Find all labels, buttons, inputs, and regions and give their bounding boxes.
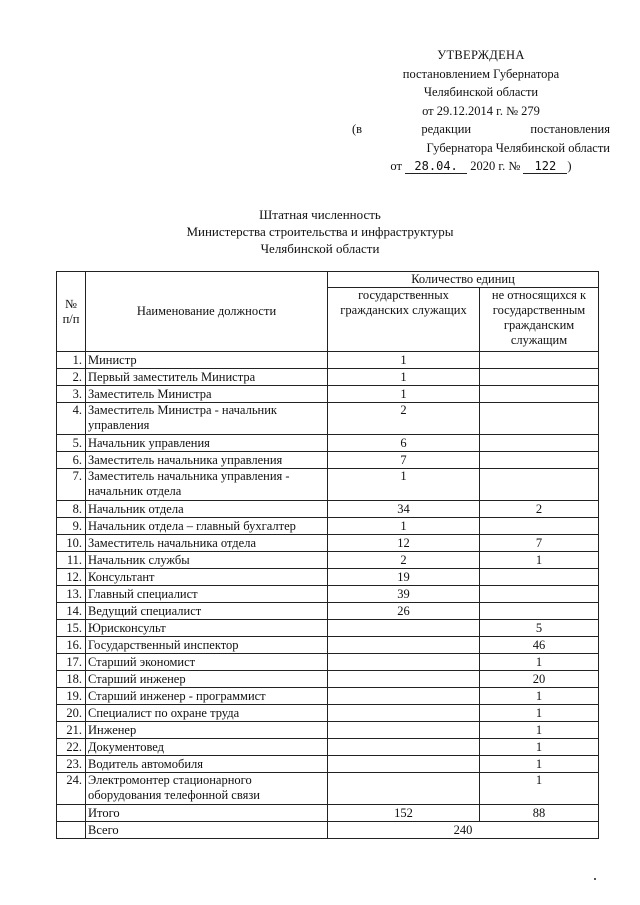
- table-row: [57, 535, 599, 552]
- row-position: Водитель автомобиля: [86, 756, 328, 773]
- row-position: Начальник службы: [86, 552, 328, 569]
- table-row: [57, 705, 599, 722]
- title-line-2: Министерства строительства и инфраструктуры: [186, 224, 454, 239]
- row-noncivil-count: 1: [480, 705, 599, 722]
- row-noncivil-count: [480, 435, 599, 452]
- edit-date-handwritten: 28.04.: [405, 159, 467, 174]
- approval-line-3: от 29.12.2014 г. № 279: [422, 103, 540, 118]
- row-position: Документовед: [86, 739, 328, 756]
- subtotal-row: [57, 805, 599, 822]
- approval-line-1: постановлением Губернатора: [402, 66, 560, 81]
- row-civil-count: 1: [328, 352, 480, 369]
- total-label: Всего: [86, 822, 328, 839]
- edit-from-label: от: [390, 159, 402, 173]
- title-line-1: Штатная численность: [259, 207, 381, 222]
- row-noncivil-count: [480, 386, 599, 403]
- row-number: 7.: [57, 469, 86, 501]
- row-position: Старший инженер: [86, 671, 328, 688]
- row-number: 13.: [57, 586, 86, 603]
- table-row: [57, 739, 599, 756]
- row-position: Старший инженер - программист: [86, 688, 328, 705]
- row-civil-count: 19: [328, 569, 480, 586]
- approval-line-4: (в редакции постановления: [352, 122, 610, 136]
- row-civil-count: 2: [328, 552, 480, 569]
- header-num: № п/п: [57, 272, 86, 352]
- row-number: 24.: [57, 773, 86, 805]
- row-noncivil-count: [480, 586, 599, 603]
- row-position: Электромонтер стационарного оборудования телефонной связи: [86, 773, 328, 805]
- row-noncivil-count: 5: [480, 620, 599, 637]
- edit-number-handwritten: 122: [523, 159, 567, 174]
- row-noncivil-count: 1: [480, 688, 599, 705]
- row-number: 15.: [57, 620, 86, 637]
- row-number: 3.: [57, 386, 86, 403]
- row-position: Министр: [86, 352, 328, 369]
- row-position: Заместитель начальника отдела: [86, 535, 328, 552]
- header-name: Наименование должности: [86, 272, 328, 352]
- row-position: Начальник отдела: [86, 501, 328, 518]
- row-civil-count: [328, 756, 480, 773]
- table-row: [57, 756, 599, 773]
- row-civil-count: 1: [328, 469, 480, 501]
- table-row: [57, 671, 599, 688]
- row-number: 1.: [57, 352, 86, 369]
- row-position: Начальник отдела – главный бухгалтер: [86, 518, 328, 535]
- table-row: [57, 369, 599, 386]
- header-units: Количество единиц: [328, 272, 599, 288]
- row-number: 17.: [57, 654, 86, 671]
- row-noncivil-count: 1: [480, 654, 599, 671]
- row-position: Начальник управления: [86, 435, 328, 452]
- row-civil-count: [328, 620, 480, 637]
- row-civil-count: 2: [328, 403, 480, 435]
- title-line-3: Челябинской области: [260, 241, 380, 256]
- scan-speck: [594, 878, 596, 880]
- approval-block: [352, 46, 610, 176]
- row-number: 4.: [57, 403, 86, 435]
- total-num: [57, 822, 86, 839]
- row-noncivil-count: 1: [480, 756, 599, 773]
- row-civil-count: 7: [328, 452, 480, 469]
- row-noncivil-count: 1: [480, 722, 599, 739]
- table-body: [57, 352, 599, 839]
- row-number: 5.: [57, 435, 86, 452]
- approval-line-2: Челябинской области: [423, 85, 539, 99]
- document-title: [0, 206, 640, 257]
- edit-close-paren: ): [567, 159, 572, 173]
- table-row: [57, 501, 599, 518]
- row-noncivil-count: 7: [480, 535, 599, 552]
- table-row: [57, 773, 599, 805]
- row-number: 22.: [57, 739, 86, 756]
- row-civil-count: [328, 654, 480, 671]
- edit-year-label: 2020 г. №: [470, 159, 521, 173]
- row-position: Заместитель Министра - начальник управления: [86, 403, 328, 435]
- row-civil-count: 1: [328, 369, 480, 386]
- row-position: Заместитель начальника управления - начальник отдела: [86, 469, 328, 501]
- row-noncivil-count: 20: [480, 671, 599, 688]
- table-row: [57, 688, 599, 705]
- row-position: Старший экономист: [86, 654, 328, 671]
- table-row: [57, 386, 599, 403]
- row-civil-count: [328, 773, 480, 805]
- row-civil-count: 34: [328, 501, 480, 518]
- row-civil-count: [328, 671, 480, 688]
- row-number: 20.: [57, 705, 86, 722]
- approved-heading: УТВЕРЖДЕНА: [437, 48, 525, 62]
- row-position: Специалист по охране труда: [86, 705, 328, 722]
- row-noncivil-count: [480, 469, 599, 501]
- row-noncivil-count: [480, 403, 599, 435]
- table-row: [57, 452, 599, 469]
- row-civil-count: [328, 705, 480, 722]
- row-noncivil-count: 46: [480, 637, 599, 654]
- table-row: [57, 586, 599, 603]
- header-civil: государственных гражданских служащих: [328, 288, 480, 352]
- subtotal-noncivil: 88: [480, 805, 599, 822]
- row-number: 2.: [57, 369, 86, 386]
- table-row: [57, 469, 599, 501]
- row-number: 21.: [57, 722, 86, 739]
- row-number: 9.: [57, 518, 86, 535]
- total-row: [57, 822, 599, 839]
- row-noncivil-count: [480, 352, 599, 369]
- row-civil-count: 26: [328, 603, 480, 620]
- row-civil-count: 39: [328, 586, 480, 603]
- row-position: Заместитель Министра: [86, 386, 328, 403]
- row-number: 12.: [57, 569, 86, 586]
- table-row: [57, 403, 599, 435]
- row-position: Инженер: [86, 722, 328, 739]
- row-number: 8.: [57, 501, 86, 518]
- row-position: Государственный инспектор: [86, 637, 328, 654]
- row-noncivil-count: [480, 603, 599, 620]
- staffing-table: [56, 271, 599, 839]
- row-civil-count: [328, 722, 480, 739]
- row-civil-count: [328, 739, 480, 756]
- subtotal-label: Итого: [86, 805, 328, 822]
- row-position: Главный специалист: [86, 586, 328, 603]
- row-noncivil-count: 1: [480, 552, 599, 569]
- header-noncivil: не относящихся к государственным гражданским служащим: [480, 288, 599, 352]
- row-noncivil-count: 1: [480, 773, 599, 805]
- table-row: [57, 722, 599, 739]
- row-noncivil-count: 1: [480, 739, 599, 756]
- table-row: [57, 620, 599, 637]
- row-position: Консультант: [86, 569, 328, 586]
- row-noncivil-count: [480, 369, 599, 386]
- row-number: 11.: [57, 552, 86, 569]
- row-noncivil-count: [480, 569, 599, 586]
- row-position: Ведущий специалист: [86, 603, 328, 620]
- row-number: 10.: [57, 535, 86, 552]
- row-civil-count: 1: [328, 386, 480, 403]
- row-civil-count: 1: [328, 518, 480, 535]
- table-row: [57, 654, 599, 671]
- row-civil-count: 6: [328, 435, 480, 452]
- table-row: [57, 435, 599, 452]
- table-row: [57, 603, 599, 620]
- row-number: 23.: [57, 756, 86, 773]
- row-noncivil-count: 2: [480, 501, 599, 518]
- table-row: [57, 552, 599, 569]
- total-value: 240: [328, 822, 599, 839]
- approval-edit-line: [352, 157, 610, 176]
- table-row: [57, 352, 599, 369]
- row-noncivil-count: [480, 518, 599, 535]
- table-row: [57, 518, 599, 535]
- table-row: [57, 569, 599, 586]
- row-number: 6.: [57, 452, 86, 469]
- subtotal-civil: 152: [328, 805, 480, 822]
- row-number: 14.: [57, 603, 86, 620]
- row-position: Юрисконсульт: [86, 620, 328, 637]
- row-position: Заместитель начальника управления: [86, 452, 328, 469]
- row-number: 19.: [57, 688, 86, 705]
- row-noncivil-count: [480, 452, 599, 469]
- row-civil-count: [328, 688, 480, 705]
- table-row: [57, 637, 599, 654]
- row-number: 18.: [57, 671, 86, 688]
- subtotal-num: [57, 805, 86, 822]
- row-civil-count: [328, 637, 480, 654]
- approval-line-5: Губернатора Челябинской области: [426, 140, 610, 155]
- row-number: 16.: [57, 637, 86, 654]
- row-position: Первый заместитель Министра: [86, 369, 328, 386]
- row-civil-count: 12: [328, 535, 480, 552]
